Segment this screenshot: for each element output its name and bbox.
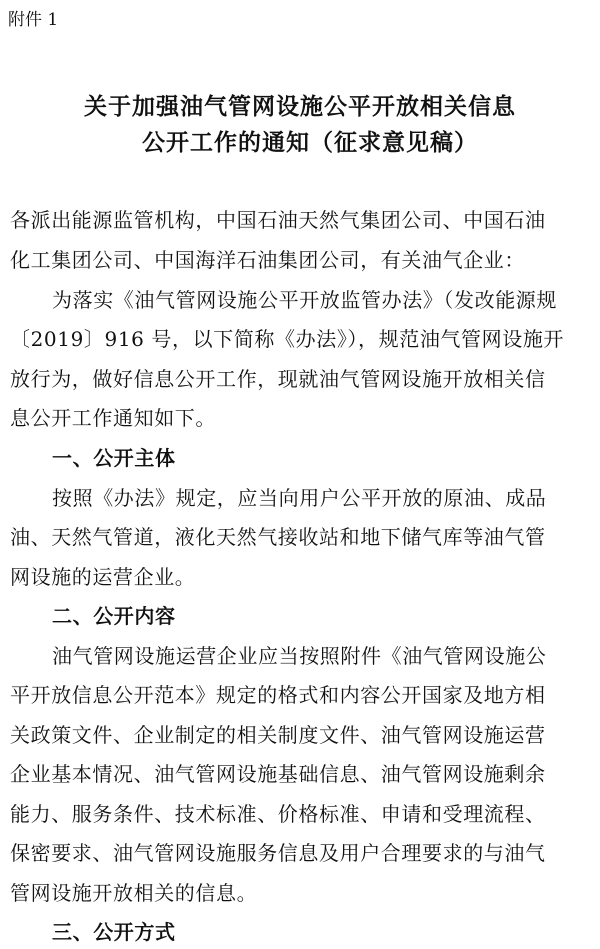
document-title-line-2: 公开工作的通知（征求意见稿） xyxy=(142,129,478,156)
section-line: 关政策文件、企业制定的相关制度文件、油气管网设施运营 xyxy=(10,723,546,747)
intro-line: 〔2019〕916 号，以下简称《办法》），规范油气管网设施开 xyxy=(10,327,565,351)
section-line: 保密要求、油气管网设施服务信息及用户合理要求的与油气 xyxy=(10,841,546,865)
document-title-line-1: 关于加强油气管网设施公平开放相关信息 xyxy=(84,93,516,120)
section-line: 管网设施开放相关的信息。 xyxy=(10,881,258,905)
intro-line: 息公开工作通知如下。 xyxy=(10,406,216,430)
intro-line: 为落实《油气管网设施公平开放监管办法》（发改能源规 xyxy=(52,288,557,312)
section-line: 能力、服务条件、技术标准、价格标准、申请和受理流程、 xyxy=(10,802,546,826)
section-heading: 二、公开内容 xyxy=(52,604,176,628)
section-line: 企业基本情况、油气管网设施基础信息、油气管网设施剩余 xyxy=(10,762,546,786)
section-line: 油气管网设施运营企业应当按照附件《油气管网设施公 xyxy=(52,644,547,668)
intro-line: 放行为，做好信息公开工作，现就油气管网设施开放相关信 xyxy=(10,367,546,391)
section-heading: 三、公开方式 xyxy=(52,920,176,944)
addressee-line: 化工集团公司、中国海洋石油集团公司，有关油气企业： xyxy=(10,248,525,272)
section-line: 油、天然气管道，液化天然气接收站和地下储气库等油气管 xyxy=(10,525,546,549)
addressee-line: 各派出能源监管机构，中国石油天然气集团公司、中国石油 xyxy=(10,208,546,232)
section-line: 平开放信息公开范本》规定的格式和内容公开国家及地方相 xyxy=(10,683,546,707)
section-heading: 一、公开主体 xyxy=(52,446,176,470)
attachment-label: 附件 1 xyxy=(8,10,59,30)
section-line: 按照《办法》规定，应当向用户公平开放的原油、成品 xyxy=(52,486,547,510)
section-line: 网设施的运营企业。 xyxy=(10,565,196,589)
